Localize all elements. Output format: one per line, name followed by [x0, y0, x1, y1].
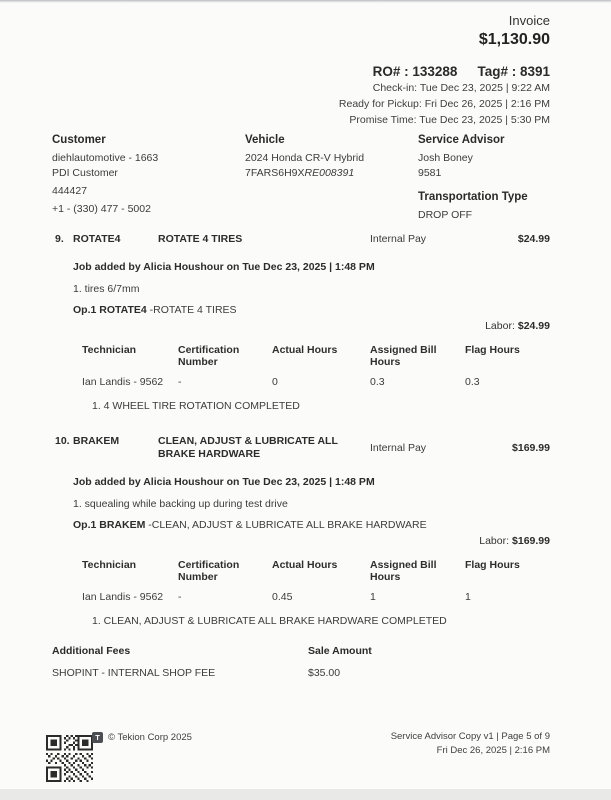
labor-total-line — [52, 320, 550, 332]
jobs-section — [52, 233, 550, 679]
additional-fees-title: Additional Fees — [52, 645, 131, 657]
labor-total-line — [52, 535, 550, 547]
op-line-code: Op.1 BRAKEM — [73, 519, 146, 531]
vehicle-vin — [245, 166, 418, 180]
job-op-line — [73, 304, 550, 316]
job-added-line: Job added by Alicia Houshour on Tue Dec 23, 2025 | 1:48 PM — [73, 476, 375, 488]
copy-page-info: Service Advisor Copy v1 | Page 5 of 9 — [390, 731, 550, 742]
scan-edge-bottom — [0, 789, 611, 800]
job-op-line — [73, 519, 550, 531]
job-summary-row — [52, 233, 550, 246]
tag-number: Tag# : 8391 — [477, 64, 550, 79]
col-technician: Technician — [82, 559, 137, 571]
doc-type-label: Invoice — [508, 13, 550, 28]
job-item-10 — [52, 435, 550, 627]
customer-type: PDI Customer — [52, 167, 118, 179]
sale-amount-header: Sale Amount — [308, 645, 372, 657]
col-certification-number: Certification Number — [178, 559, 240, 583]
advisor-number: 9581 — [418, 167, 442, 179]
job-detail — [73, 261, 550, 316]
job-added-line: Job added by Alicia Houshour on Tue Dec 23, 2025 | 1:48 PM — [73, 261, 375, 273]
job-pay-type: Internal Pay — [370, 441, 427, 454]
technician-table-header — [82, 344, 550, 368]
customer-block — [52, 134, 245, 222]
job-pay-type: Internal Pay — [370, 233, 427, 245]
cell-assigned-bill-hours: 0.3 — [370, 376, 385, 388]
col-assigned-bill-hours: Assigned Bill Hours — [370, 559, 437, 583]
tekion-logo-icon: T — [92, 732, 103, 743]
op-line-desc: -CLEAN, ADJUST & LUBRICATE ALL BRAKE HARDWARE — [145, 519, 427, 531]
col-technician: Technician — [82, 344, 137, 356]
ro-tag-line — [339, 64, 550, 79]
copyright-line — [92, 732, 192, 743]
job-number: 10. — [55, 435, 70, 447]
cell-certification-number: - — [178, 591, 182, 603]
job-completion-note: 1. 4 WHEEL TIRE ROTATION COMPLETED — [92, 400, 300, 412]
vehicle-block — [245, 134, 418, 222]
job-amount: $169.99 — [512, 441, 550, 454]
footer-meta — [391, 730, 550, 758]
job-description: ROTATE 4 TIRES — [158, 233, 243, 245]
cell-technician: Ian Landis - 9562 — [82, 376, 164, 388]
job-description: CLEAN, ADJUST & LUBRICATE ALL BRAKE HARDWARE — [158, 435, 338, 460]
scan-edge-top — [0, 0, 611, 3]
job-detail — [73, 476, 550, 531]
invoice-header — [339, 13, 550, 127]
ready-for-pickup-time: Ready for Pickup: Fri Dec 26, 2025 | 2:16 PM — [338, 98, 550, 110]
job-concern: 1. tires 6/7mm — [73, 283, 140, 295]
copyright-text: © Tekion Corp 2025 — [108, 732, 192, 743]
technician-table-header — [82, 559, 550, 583]
customer-name: diehlautomotive - 1663 — [52, 152, 159, 164]
technician-table — [82, 559, 550, 603]
customer-title: Customer — [52, 134, 106, 146]
transportation-title: Transportation Type — [418, 191, 528, 203]
col-flag-hours: Flag Hours — [465, 559, 520, 571]
cell-actual-hours: 0 — [272, 376, 278, 388]
parties-section — [52, 134, 550, 222]
promise-time: Promise Time: Tue Dec 23, 2025 | 5:30 PM — [349, 114, 550, 126]
cell-technician: Ian Landis - 9562 — [82, 591, 164, 603]
labor-label: Labor: — [479, 535, 510, 547]
qr-code-icon — [46, 735, 93, 782]
labor-label: Labor: — [485, 320, 515, 332]
transportation-value: DROP OFF — [418, 209, 473, 221]
job-op-code: BRAKEM — [73, 435, 120, 447]
job-number: 9. — [55, 233, 64, 245]
cell-flag-hours: 1 — [465, 591, 471, 603]
cell-certification-number: - — [178, 376, 182, 388]
fee-name: SHOPINT - INTERNAL SHOP FEE — [52, 667, 216, 679]
cell-assigned-bill-hours: 1 — [370, 591, 376, 603]
technician-table-row — [82, 591, 550, 603]
ro-number: RO# : 133288 — [372, 64, 458, 79]
op-line-code: Op.1 ROTATE4 — [73, 304, 147, 316]
job-summary-row — [52, 435, 550, 461]
technician-table-row — [82, 376, 550, 388]
invoice-total: $1,130.90 — [478, 31, 550, 48]
service-advisor-title: Service Advisor — [418, 134, 505, 146]
col-actual-hours: Actual Hours — [272, 559, 338, 571]
technician-table — [82, 344, 550, 388]
job-completion-note: 1. CLEAN, ADJUST & LUBRICATE ALL BRAKE HARDWARE COMPLETED — [92, 615, 447, 627]
vehicle-model: 2024 Honda CR-V Hybrid — [245, 152, 365, 164]
vin-suffix: RE008391 — [304, 167, 355, 179]
labor-amount: $169.99 — [512, 535, 550, 547]
additional-fees-header — [52, 645, 550, 657]
vin-prefix: 7FARS6H9X — [245, 167, 305, 179]
advisor-block — [418, 134, 550, 222]
col-flag-hours: Flag Hours — [465, 344, 520, 356]
col-assigned-bill-hours: Assigned Bill Hours — [370, 344, 437, 368]
cell-actual-hours: 0.45 — [272, 591, 293, 603]
cell-flag-hours: 0.3 — [465, 376, 480, 388]
op-line-desc: -ROTATE 4 TIRES — [146, 304, 237, 316]
additional-fee-row — [52, 667, 550, 679]
customer-number: 444427 — [52, 185, 88, 197]
customer-phone: +1 - (330) 477 - 5002 — [52, 203, 151, 215]
fee-amount: $35.00 — [308, 667, 341, 679]
job-concern: 1. squealing while backing up during test drive — [73, 498, 288, 510]
col-actual-hours: Actual Hours — [272, 344, 338, 356]
transportation-block — [418, 191, 550, 222]
print-timestamp: Fri Dec 26, 2025 | 2:16 PM — [436, 745, 550, 756]
col-certification-number: Certification Number — [178, 344, 240, 368]
job-amount: $24.99 — [517, 233, 550, 245]
job-op-code: ROTATE4 — [73, 233, 121, 245]
vehicle-title: Vehicle — [245, 134, 285, 146]
job-item-9 — [52, 233, 550, 412]
labor-amount: $24.99 — [517, 320, 550, 332]
advisor-name: Josh Boney — [418, 152, 473, 164]
checkin-time: Check-in: Tue Dec 23, 2025 | 9:22 AM — [372, 82, 550, 94]
additional-fees-section — [52, 645, 550, 679]
